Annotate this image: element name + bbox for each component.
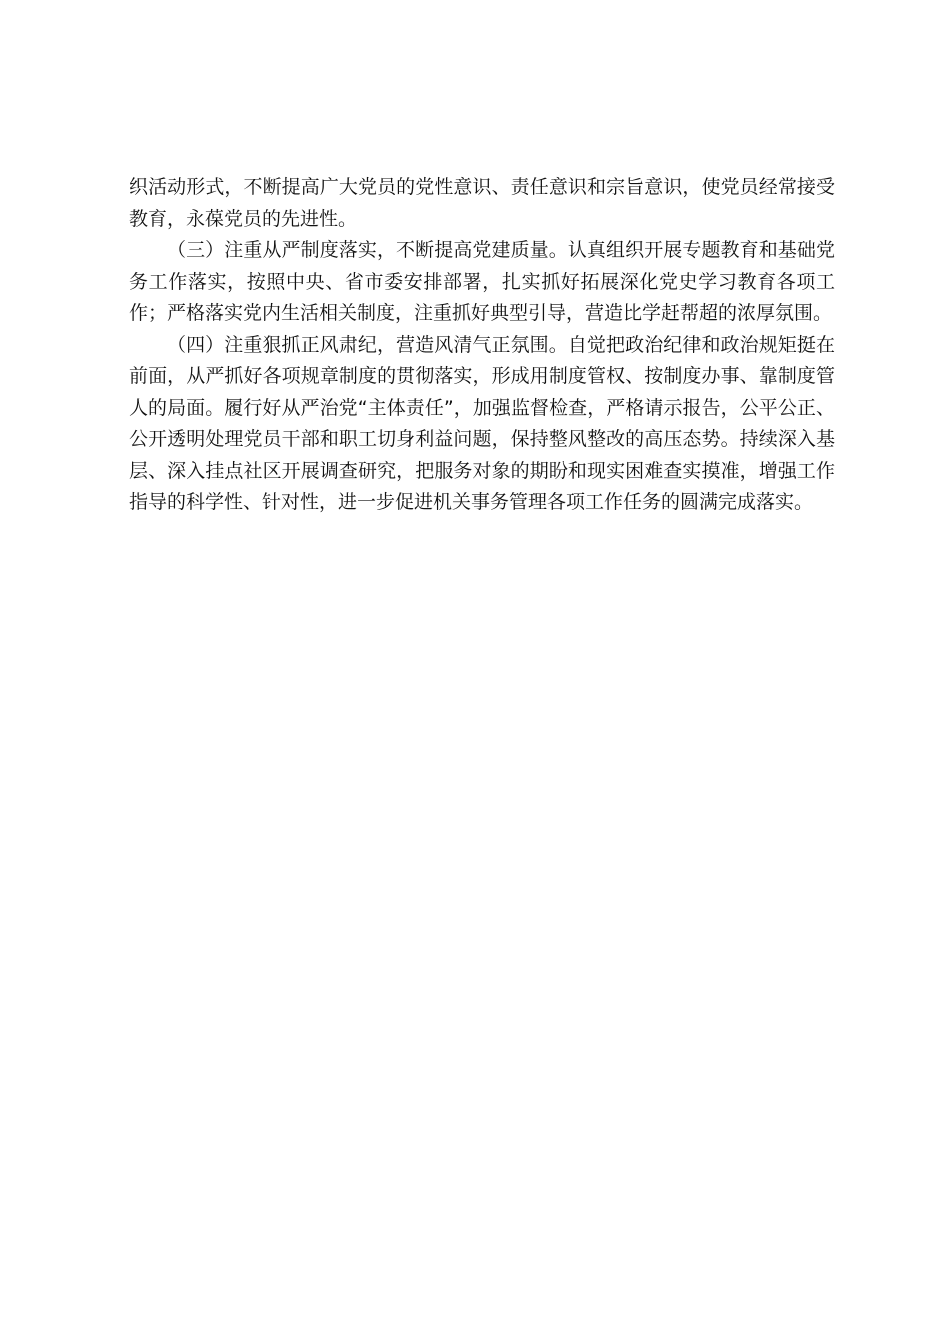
paragraph-continuation: 织活动形式，不断提高广大党员的党性意识、责任意识和宗旨意识，使党员经常接受教育，永葆党员的先进性。: [129, 176, 835, 230]
document-body: [129, 172, 835, 519]
paragraph-section-three: （三）注重从严制度落实，不断提高党建质量。认真组织开展专题教育和基础党务工作落实，按照中央、省市委安排部署，扎实抓好拓展深化党史学习教育各项工作；严格落实党内生活相关制度，注重抓好典型引导，营造比学赶帮超的浓厚氛围。: [129, 239, 835, 324]
paragraph-section-four: （四）注重狠抓正风肃纪，营造风清气正氛围。自觉把政治纪律和政治规矩挺在前面，从严抓好各项规章制度的贯彻落实，形成用制度管权、按制度办事、靠制度管人的局面。履行好从严治党“主体责任”，加强监督检查，严格请示报告，公平公正、公开透明处理党员干部和职工切身利益问题，保持整风整改的高压态势。持续深入基层、深入挂点社区开展调查研究，把服务对象的期盼和现实困难查实摸准，增强工作指导的科学性、针对性，进一步促进机关事务管理各项工作任务的圆满完成落实。: [129, 333, 835, 513]
